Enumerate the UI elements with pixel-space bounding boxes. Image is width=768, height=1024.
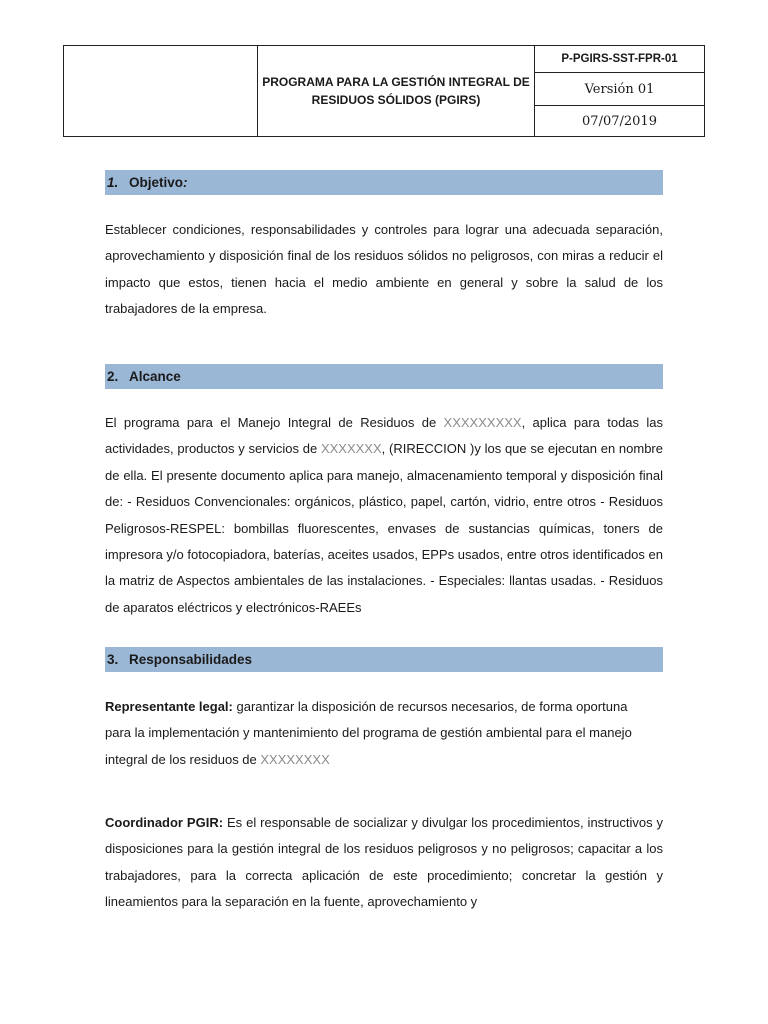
coordinador-paragraph [105,810,663,916]
company-placeholder: XXXXXXXXX [443,415,522,430]
company-placeholder: XXXXXXX [320,441,382,457]
document-date: 07/07/2019 [535,106,705,137]
section-number: 3. [107,652,119,667]
document-version: Versión 01 [535,73,705,106]
section-heading-responsabilidades [105,647,663,672]
coordinador-text: Es el responsable de socializar y divulgar los procedimientos, instructivos y disposiciones para la gestión integral de los residuos peligrosos y no peligrosos; capacitar a los trabajadores, para la correcta aplicación de este procedimiento; concretar la gestión y lineamientos para la separación en la fuente, aprovechamiento y [105,815,664,910]
section-heading-objetivo [105,170,663,195]
objetivo-paragraph: Establecer condiciones, responsabilidades y controles para lograr una adecuada separación, aprovechamiento y disposición final de los residuos sólidos no peligrosos, con miras a reducir el impacto que estos, tienen hacia el medio ambiente en general y sobre la salud de los trabajadores de la empresa. [105,222,663,317]
role-label-representante: Representante legal: [105,699,233,714]
section-title: Responsabilidades [129,652,253,667]
representante-paragraph [105,694,645,773]
representante-text: garantizar la disposición de recursos necesarios, de forma oportuna para la implementación y mantenimiento del programa de gestión ambiental para el manejo integral de los residuos de [105,699,632,767]
section-title: Alcance [129,369,181,384]
section-heading-alcance [105,364,663,389]
alcance-paragraph [105,410,663,621]
document-header [63,45,705,137]
section-colon: : [183,175,188,190]
document-title: PROGRAMA PARA LA GESTIÓN INTEGRAL DE RESIDUOS SÓLIDOS (PGIRS) [258,46,535,137]
logo-cell [64,46,258,137]
alcance-text-1: El programa para el Manejo Integral de Residuos de [105,415,444,430]
alcance-text-2: , aplica para todas las actividades, productos y servicios de [105,415,663,457]
section-title: Objetivo [129,175,184,190]
role-label-coordinador: Coordinador PGIR: [105,815,224,830]
company-placeholder: XXXXXXXX [260,751,330,767]
section-number: 1. [107,175,119,190]
section-number: 2. [107,369,119,384]
document-code: P-PGIRS-SST-FPR-01 [535,46,705,73]
alcance-text-3: , (RIRECCION )y los que se ejecutan en nombre de ella. El presente documento aplica para manejo, almacenamiento temporal y disposición final de: - Residuos Convencionales: orgánicos, plástico, papel, cartón, vidrio, entre otros - Residuos Peligrosos-RESPEL: bombillas fluorescentes, envases de sustancias químicas, toners de impresora y/o fotocopiadora, baterías, aceites usados, EPPs usados, entre otros identificados en la matriz de Aspectos ambientales de las instalaciones. - Especiales: llantas usadas. - Residuos de aparatos eléctricos y electrónicos-RAEEs [105,441,663,615]
